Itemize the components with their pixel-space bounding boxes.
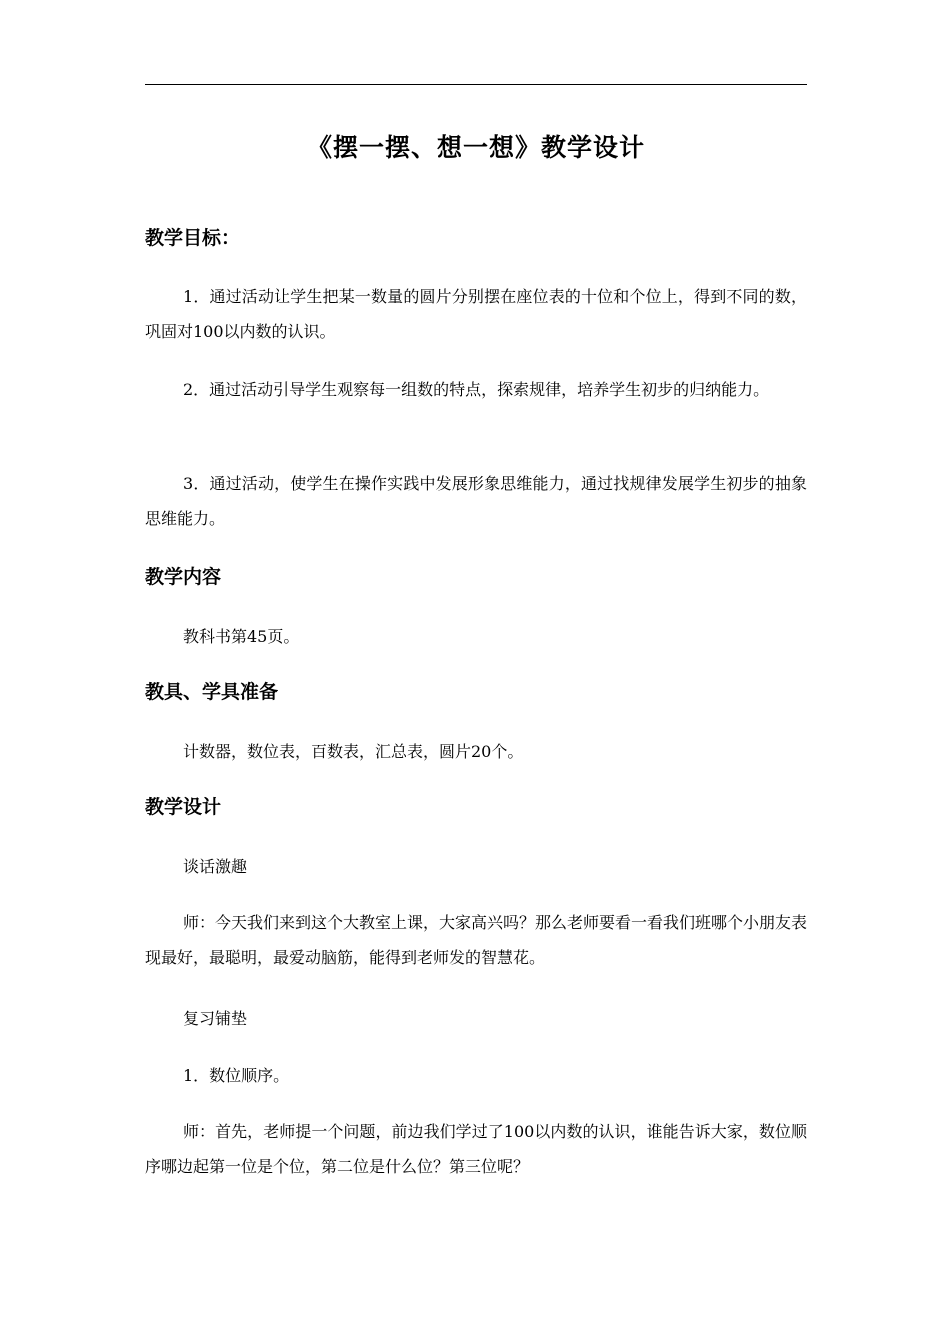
materials-text: 计数器，数位表，百数表，汇总表，圆片20个。 — [183, 742, 524, 761]
section-heading-content: 教学内容 — [145, 566, 222, 588]
design-paragraph-teacher-question: 师：首先，老师提一个问题，前边我们学过了100以内数的认识，谁能告诉大家，数位顺序哪边起第一位是个位，第二位是什么位？第三位呢？ — [145, 1122, 807, 1176]
objective-item-3: 3．通过活动，使学生在操作实践中发展形象思维能力，通过找规律发展学生初步的抽象思维能力。 — [145, 474, 807, 528]
design-subheading-intro: 谈话激趣 — [183, 857, 248, 876]
objective-item-2: 2．通过活动引导学生观察每一组数的特点，探索规律，培养学生初步的归纳能力。 — [183, 380, 770, 399]
section-heading-objectives: 教学目标： — [145, 227, 241, 249]
section-heading-design: 教学设计 — [145, 796, 222, 818]
content-text: 教科书第45页。 — [183, 627, 300, 646]
document-title: 《摆一摆、想一想》教学设计 — [306, 133, 645, 162]
header-rule — [145, 84, 807, 85]
section-heading-materials: 教具、学具准备 — [145, 681, 279, 703]
design-paragraph-teacher-intro: 师：今天我们来到这个大教室上课，大家高兴吗？那么老师要看一看我们班哪个小朋友表现最好，最聪明，最爱动脑筋，能得到老师发的智慧花。 — [145, 913, 808, 967]
document-page — [145, 0, 807, 1344]
design-item-place-order: 1．数位顺序。 — [183, 1066, 290, 1085]
design-subheading-review: 复习铺垫 — [183, 1009, 248, 1028]
objective-item-1: 1．通过活动让学生把某一数量的圆片分别摆在座位表的十位和个位上，得到不同的数，巩固对100以内数的认识。 — [145, 287, 807, 341]
